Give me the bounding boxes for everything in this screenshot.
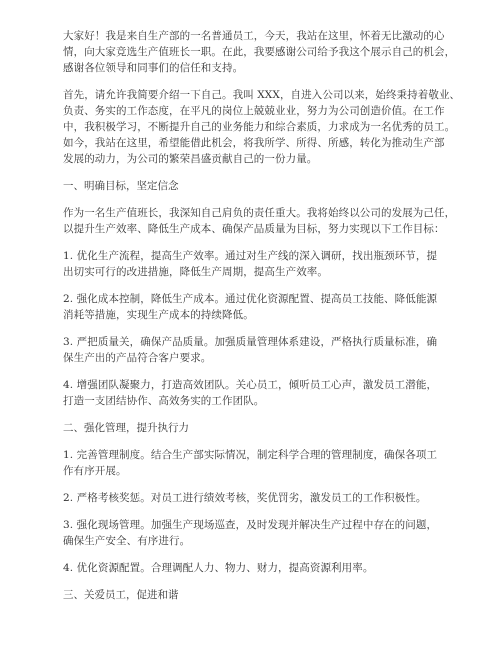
text-line: 作为一名生产值班长，我深知自己肩负的责任重大。我将始终以公司的发展为己任， — [63, 207, 456, 219]
text-line: 保生产出的产品符合客户要求。 — [63, 352, 212, 364]
text-line: 一、明确目标，坚定信念 — [63, 180, 179, 192]
text-line: 三、关爱员工，促进和谐 — [63, 589, 179, 601]
body-paragraph — [63, 291, 438, 323]
text-line: 1. 优化生产流程，提高生产效率。通过对生产线的深入调研，找出瓶颈环节，提 — [63, 250, 438, 262]
text-line: 作有序开展。 — [63, 465, 127, 477]
body-paragraph — [63, 28, 456, 76]
document-page — [63, 28, 461, 614]
text-line: 负责、务实的工作态度，在平凡的岗位上兢兢业业，努力为公司创造价值。在工作 — [63, 105, 445, 117]
text-line: 二、强化管理，提升执行力 — [63, 422, 189, 434]
text-line: 以提升生产效率、降低生产成本、确保产品质量为目标，努力实现以下工作目标： — [63, 223, 445, 235]
text-line: 出切实可行的改进措施，降低生产周期，提高生产效率。 — [63, 266, 328, 278]
section-heading — [63, 178, 433, 194]
text-line: 消耗等措施，实现生产成本的持续降低。 — [63, 309, 254, 321]
text-line: 3. 严把质量关，确保产品质量。加强质量管理体系建设，严格执行质量标准，确 — [63, 336, 438, 348]
body-paragraph — [63, 560, 433, 576]
text-line: 大家好！我是来自生产部的一名普通员工，今天，我站在这里，怀着无比激动的心 — [63, 30, 445, 42]
text-line: 如今，我站在这里，希望能借此机会，将我所学、所得、所感，转化为推动生产部 — [63, 137, 445, 149]
section-heading — [63, 420, 433, 436]
body-paragraph — [63, 447, 438, 479]
body-paragraph — [63, 517, 438, 549]
text-line: 4. 增强团队凝聚力，打造高效团队。关心员工，倾听员工心声，激发员工潜能， — [63, 379, 438, 391]
body-paragraph — [63, 87, 461, 167]
text-line: 情，向大家竞选生产值班长一职。在此，我要感谢公司给予我这个展示自己的机会， — [63, 46, 456, 58]
text-line: 首先，请允许我简要介绍一下自己。我叫 XXX，自进入公司以来，始终秉持着敬业、 — [63, 89, 461, 101]
text-line: 中，我积极学习，不断提升自己的业务能力和综合素质，力求成为一名优秀的员工。 — [63, 121, 456, 133]
body-paragraph — [63, 205, 456, 237]
text-line: 2. 强化成本控制，降低生产成本。通过优化资源配置、提高员工技能、降低能源 — [63, 293, 438, 305]
text-line: 4. 优化资源配置。合理调配人力、物力、财力，提高资源利用率。 — [63, 562, 374, 574]
text-line: 1. 完善管理制度。结合生产部实际情况，制定科学合理的管理制度，确保各项工 — [63, 449, 438, 461]
text-line: 确保生产安全、有序进行。 — [63, 535, 191, 547]
body-paragraph — [63, 334, 438, 366]
text-line: 3. 强化现场管理。加强生产现场巡查，及时发现并解决生产过程中存在的问题， — [63, 519, 438, 531]
body-paragraph — [63, 490, 433, 506]
section-heading — [63, 587, 433, 603]
body-paragraph — [63, 248, 438, 280]
text-line: 打造一支团结协作、高效务实的工作团队。 — [63, 395, 265, 407]
text-line: 感谢各位领导和同事们的信任和支持。 — [63, 62, 244, 74]
text-line: 2. 严格考核奖惩。对员工进行绩效考核，奖优罚劣，激发员工的工作积极性。 — [63, 492, 427, 504]
text-line: 发展的动力，为公司的繁荣昌盛贡献自己的一份力量。 — [63, 153, 318, 165]
body-paragraph — [63, 377, 438, 409]
